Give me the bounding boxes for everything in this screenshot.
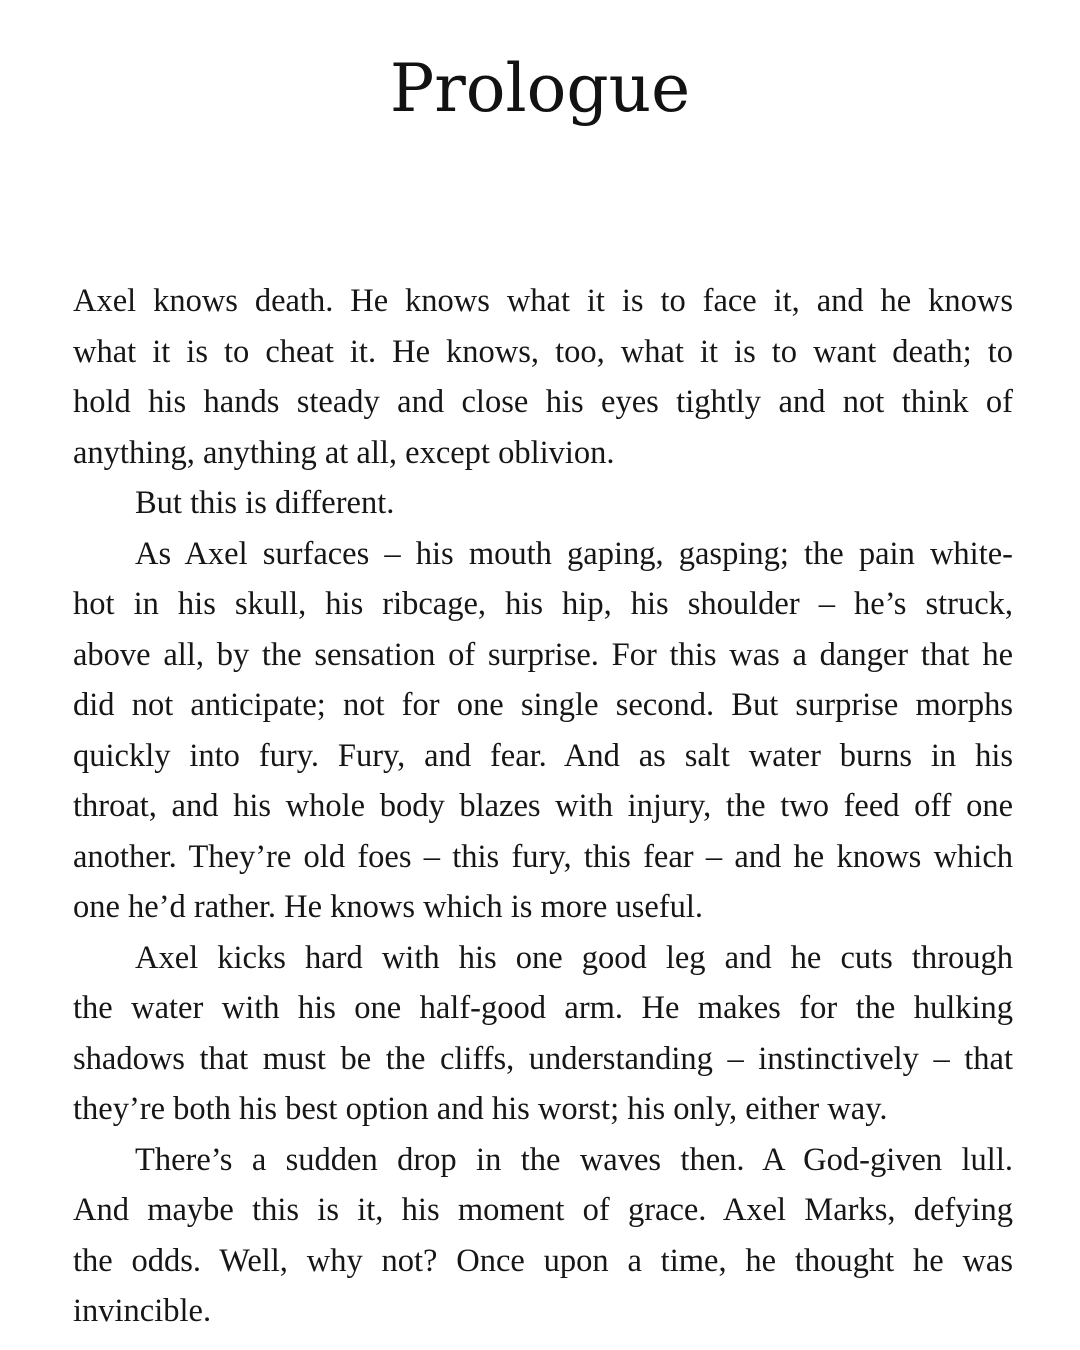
text-line: the water with his one half-good arm. He makes for the hulking — [73, 990, 1013, 1026]
prologue-body — [73, 276, 1013, 1337]
text-line: did not anticipate; not for one single second. But surprise morphs — [73, 687, 1013, 723]
text-line: above all, by the sensation of surprise. For this was a danger that he — [73, 636, 1013, 673]
text-line: they’re both his best option and his worst; his only, either way. — [73, 1091, 888, 1127]
text-line: quickly into fury. Fury, and fear. And as salt water burns in his — [73, 737, 1013, 774]
text-line: But this is different. — [135, 485, 395, 521]
text-line: hot in his skull, his ribcage, his hip, his shoulder – he’s struck, — [73, 586, 1013, 622]
text-line: hold his hands steady and close his eyes tightly and not think of — [73, 384, 1013, 420]
text-line: As Axel surfaces – his mouth gaping, gasping; the pain white- — [135, 535, 1013, 572]
text-line: the odds. Well, why not? Once upon a time, he thought he was — [73, 1242, 1013, 1279]
chapter-title: Prologue — [389, 50, 691, 127]
text-line: another. They’re old foes – this fury, this fear – and he knows which — [73, 838, 1013, 875]
text-line: shadows that must be the cliffs, understanding – instinctively – that — [73, 1040, 1013, 1077]
text-line: There’s a sudden drop in the waves then. A God-given lull. — [135, 1141, 1013, 1178]
text-line: Axel kicks hard with his one good leg and he cuts through — [135, 939, 1013, 976]
text-line: what it is to cheat it. He knows, too, what it is to want death; to — [73, 333, 1013, 370]
text-line: And maybe this is it, his moment of grace. Axel Marks, defying — [73, 1192, 1013, 1228]
text-line: invincible. — [73, 1293, 212, 1329]
text-line: one he’d rather. He knows which is more useful. — [73, 889, 703, 925]
text-line: anything, anything at all, except oblivion. — [73, 434, 615, 471]
text-line: throat, and his whole body blazes with injury, the two feed off one — [73, 788, 1013, 824]
text-line: Axel knows death. He knows what it is to face it, and he knows — [73, 283, 1013, 319]
